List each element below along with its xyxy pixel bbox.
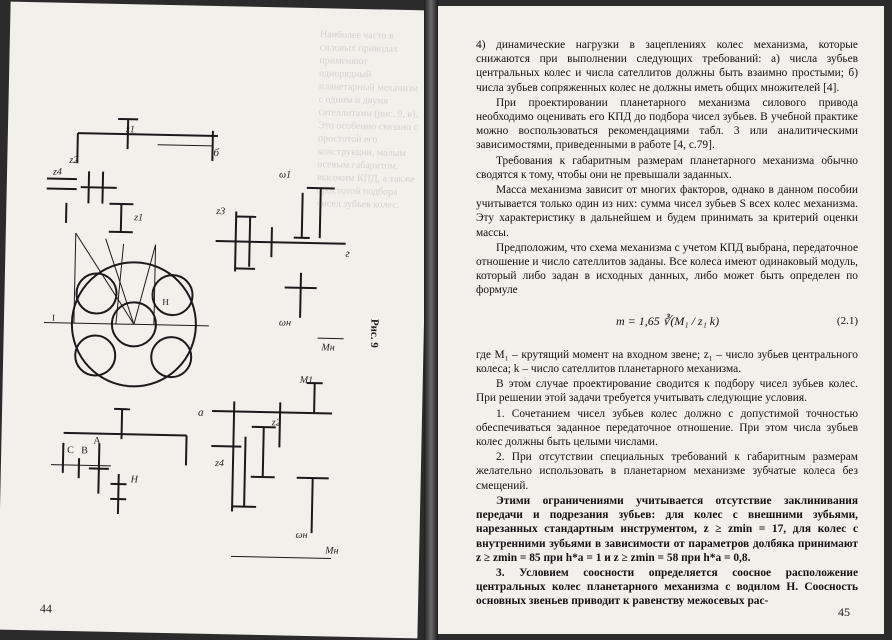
planetary-mechanism-diagrams	[0, 2, 431, 639]
label-B: B	[81, 445, 89, 457]
book-gutter	[424, 0, 438, 640]
label-w1: ω1	[278, 169, 292, 181]
label-b: б	[213, 146, 220, 160]
label-mnb: Mн	[325, 545, 339, 557]
paragraph-3: Требования к габаритным размерам планетарного механизма обычно сводятся к тому, чтобы они не превышали заданных.	[476, 154, 858, 181]
left-page	[0, 2, 431, 639]
label-H: H	[162, 296, 169, 308]
label-wn: ωн	[278, 317, 292, 329]
paragraph-4: Масса механизма зависит от многих факторов, однако в данном пособии учитывается только один из них: сумма чисел зубьев S всех колес механизма. Эту характеристику в дальнейшем и будем принимать за критерий оценки массы.	[476, 184, 858, 239]
formula-expression: m = 1,65 ∛(M₁ / z₁ k)	[616, 313, 720, 328]
label-mn: Mн	[321, 342, 335, 354]
right-page-text	[476, 38, 858, 610]
label-g: г	[345, 247, 350, 260]
label-z4b: z4	[214, 458, 225, 470]
paragraph-10: Этими ограничениями учитывается отсутствие заклинивания передачи и подрезания зубьев: для колес с внешними зубьями, нарезанных стандартным инструментом, z ≥ zmin = 17, для колес с внутренними зубьями в зависимости от параметров долбяка принимают z ≥ zmin = 85 при h*a = 1 и z ≥ zmin = 58 при h*a = 0,8.	[476, 494, 858, 564]
formula-2-1	[476, 314, 858, 328]
label-z4: z4	[52, 166, 63, 178]
circle-diagram	[43, 232, 211, 387]
diagram-g	[209, 381, 335, 559]
diagram-b	[214, 186, 347, 339]
figure-caption: Рис. 9	[367, 318, 381, 348]
paragraph-6: где M₁ – крутящий момент на входном звене; z₁ – число зубьев центрального колеса; k – число сателлитов планетарного механизма.	[476, 348, 858, 376]
bleed-through-text: Наиболее часто в силовых приводах применяют однорядный планетарный механизм с одним и двумя сателлитами (рис. 9, в). Это особенно связано с простотой его конструкции, малым осевым габаритом, высоким КПД, а также простотой подбора чисел зубьев колес.	[316, 29, 419, 211]
page-number-left: 44	[39, 601, 53, 616]
label-a: а	[197, 406, 204, 419]
label-z1b: z1	[134, 212, 144, 224]
formula-number: (2.1)	[836, 314, 858, 327]
right-page	[438, 6, 884, 634]
label-z2b: z2	[271, 417, 281, 429]
label-M1: M1	[299, 374, 314, 387]
label-z: z1	[125, 124, 135, 136]
page-number-right: 45	[838, 605, 850, 619]
paragraph-11: 3. Условием соосности определяется соосное расположение центральных колес планетарного механизма с водилом H. Соосность основных звеньев приводит к равенству межосевых рас-	[476, 566, 858, 608]
label-z3: z3	[216, 206, 226, 218]
label-wnb: ωн	[295, 529, 308, 542]
label-Hb: H	[130, 474, 138, 486]
diagram-v	[50, 408, 187, 516]
label-z2: z2	[69, 154, 79, 167]
paragraph-8: 1. Сочетанием чисел зубьев колес должно с допустимой точностью обеспечиваться заданное передаточное отношение. При этом числа зубьев колес должны быть целыми числами.	[476, 407, 858, 449]
label-A: A	[93, 435, 101, 447]
paragraph-1: 4) динамические нагрузки в зацеплениях колес механизма, которые снижаются при выполнении следующих требований: а) числа зубьев центральных колес и числа сателлитов должны быть взаимно простыми; б) числа зубьев сопряженных колес не должны иметь общих множителей [4].	[476, 39, 858, 94]
label-I: I	[51, 312, 56, 323]
label-C: C	[67, 444, 75, 457]
paragraph-2: При проектировании планетарного механизма силового привода необходимо оценивать его КПД до подбора чисел зубьев. В учебной практике можно воспользоваться рекомендациями табл. 3 или аналитическими зависимостями, приведенными в работе [4, с.79].	[476, 96, 858, 152]
paragraph-9: 2. При отсутствии специальных требований к габаритным размерам желательно использовать в планетарном механизме зубчатые колеса без смещений.	[476, 451, 858, 492]
paragraph-5: Предположим, что схема механизма с учетом КПД выбрана, передаточное отношение и число сателлитов заданы. Все колеса имеют одинаковый модуль, который либо задан в исходных данных, либо может быть определен по формуле	[476, 241, 858, 297]
paragraph-7: В этом случае проектирование сводится к подбору чисел зубьев колес. При решении этой задачи требуется учитывать следующие условия.	[476, 378, 858, 405]
